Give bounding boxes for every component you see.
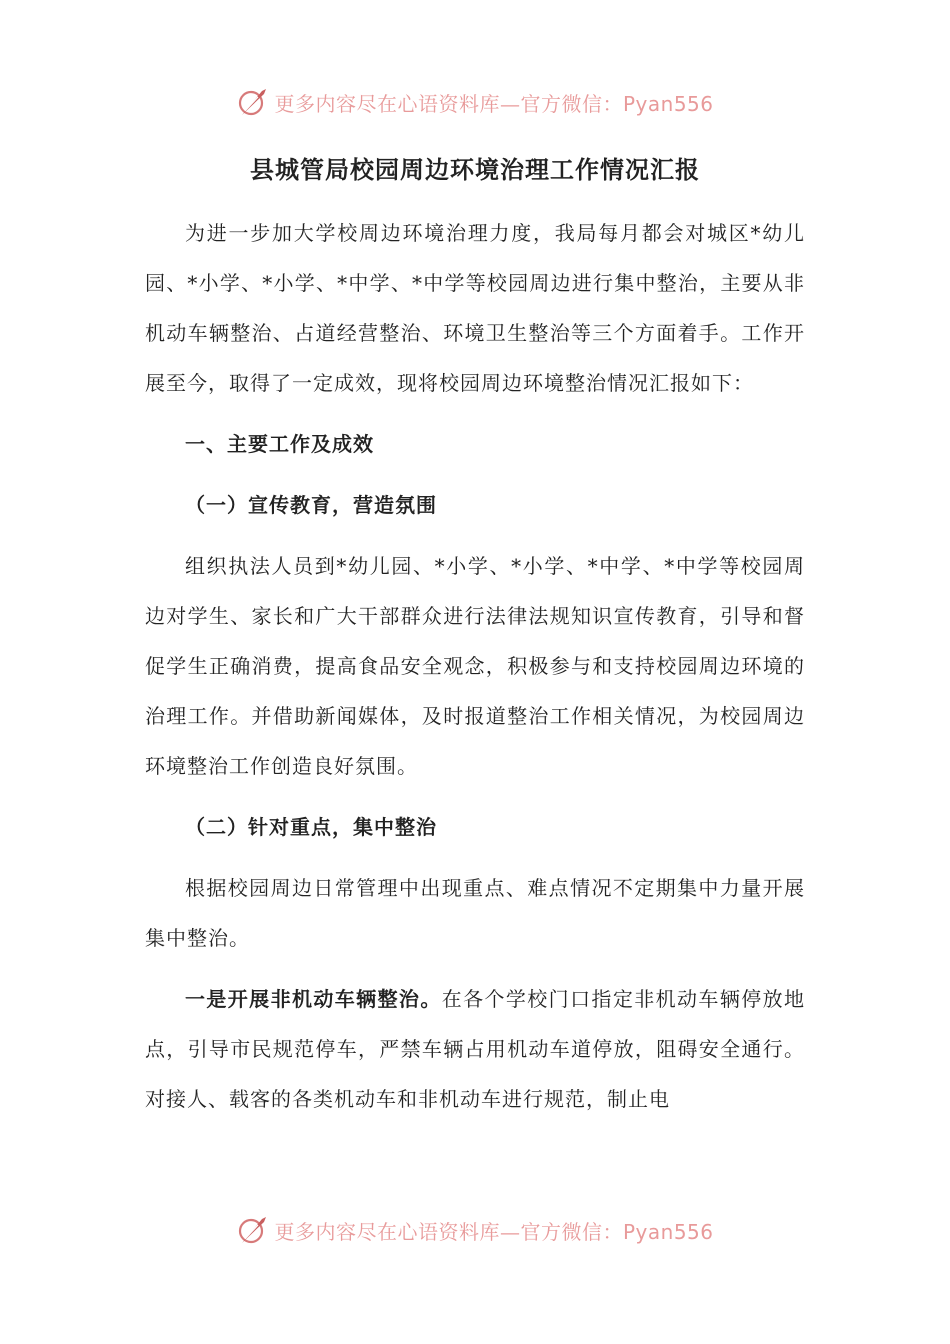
watermark-text: [274, 1216, 713, 1245]
vehicle-rectification-body: 在各个学校门口指定非机动车辆停放地点，引导市民规范停车，严禁车辆占用机动车道停放，阻碍安全通行。对接人、载客的各类机动车和非机动车进行规范，制止电: [145, 987, 806, 1111]
intro-paragraph: 为进一步加大学校周边环境治理力度，我局每月都会对城区*幼儿园、*小学、*小学、*中学、*中学等校园周边进行集中整治，主要从非机动车辆整治、占道经营整治、环境卫生整治等三个方面着手。工作开展至今，取得了一定成效，现将校园周边环境整治情况汇报如下：: [145, 221, 805, 395]
watermark-text-id: Pyan556: [622, 1219, 714, 1244]
watermark-header: [0, 82, 950, 122]
watermark-footer: [0, 1210, 950, 1250]
watermark-text-id: Pyan556: [622, 91, 714, 116]
watermark-text: [274, 88, 713, 117]
vehicle-rectification-lead: 一是开展非机动车辆整治。: [185, 987, 442, 1011]
watermark-text-cn: 更多内容尽在心语资料库—官方微信：: [274, 91, 623, 116]
document-title: 县城管局校园周边环境治理工作情况汇报: [250, 155, 700, 184]
section-heading-main-work: 一、主要工作及成效: [185, 432, 374, 456]
subsection-heading-focus: （二）针对重点，集中整治: [185, 815, 437, 839]
vehicle-rectification-paragraph: [145, 974, 805, 1124]
subsection-heading-publicity: （一）宣传教育，营造氛围: [185, 493, 437, 517]
watermark-text-cn: 更多内容尽在心语资料库—官方微信：: [274, 1219, 623, 1244]
quill-logo-icon: [236, 85, 270, 119]
document-body: [145, 208, 805, 1135]
quill-logo-icon: [236, 1213, 270, 1247]
focus-paragraph: 根据校园周边日常管理中出现重点、难点情况不定期集中力量开展集中整治。: [145, 876, 805, 950]
publicity-paragraph: 组织执法人员到*幼儿园、*小学、*小学、*中学、*中学等校园周边对学生、家长和广大干部群众进行法律法规知识宣传教育，引导和督促学生正确消费，提高食品安全观念，积极参与和支持校园周边环境的治理工作。并借助新闻媒体，及时报道整治工作相关情况，为校园周边环境整治工作创造良好氛围。: [145, 554, 805, 778]
